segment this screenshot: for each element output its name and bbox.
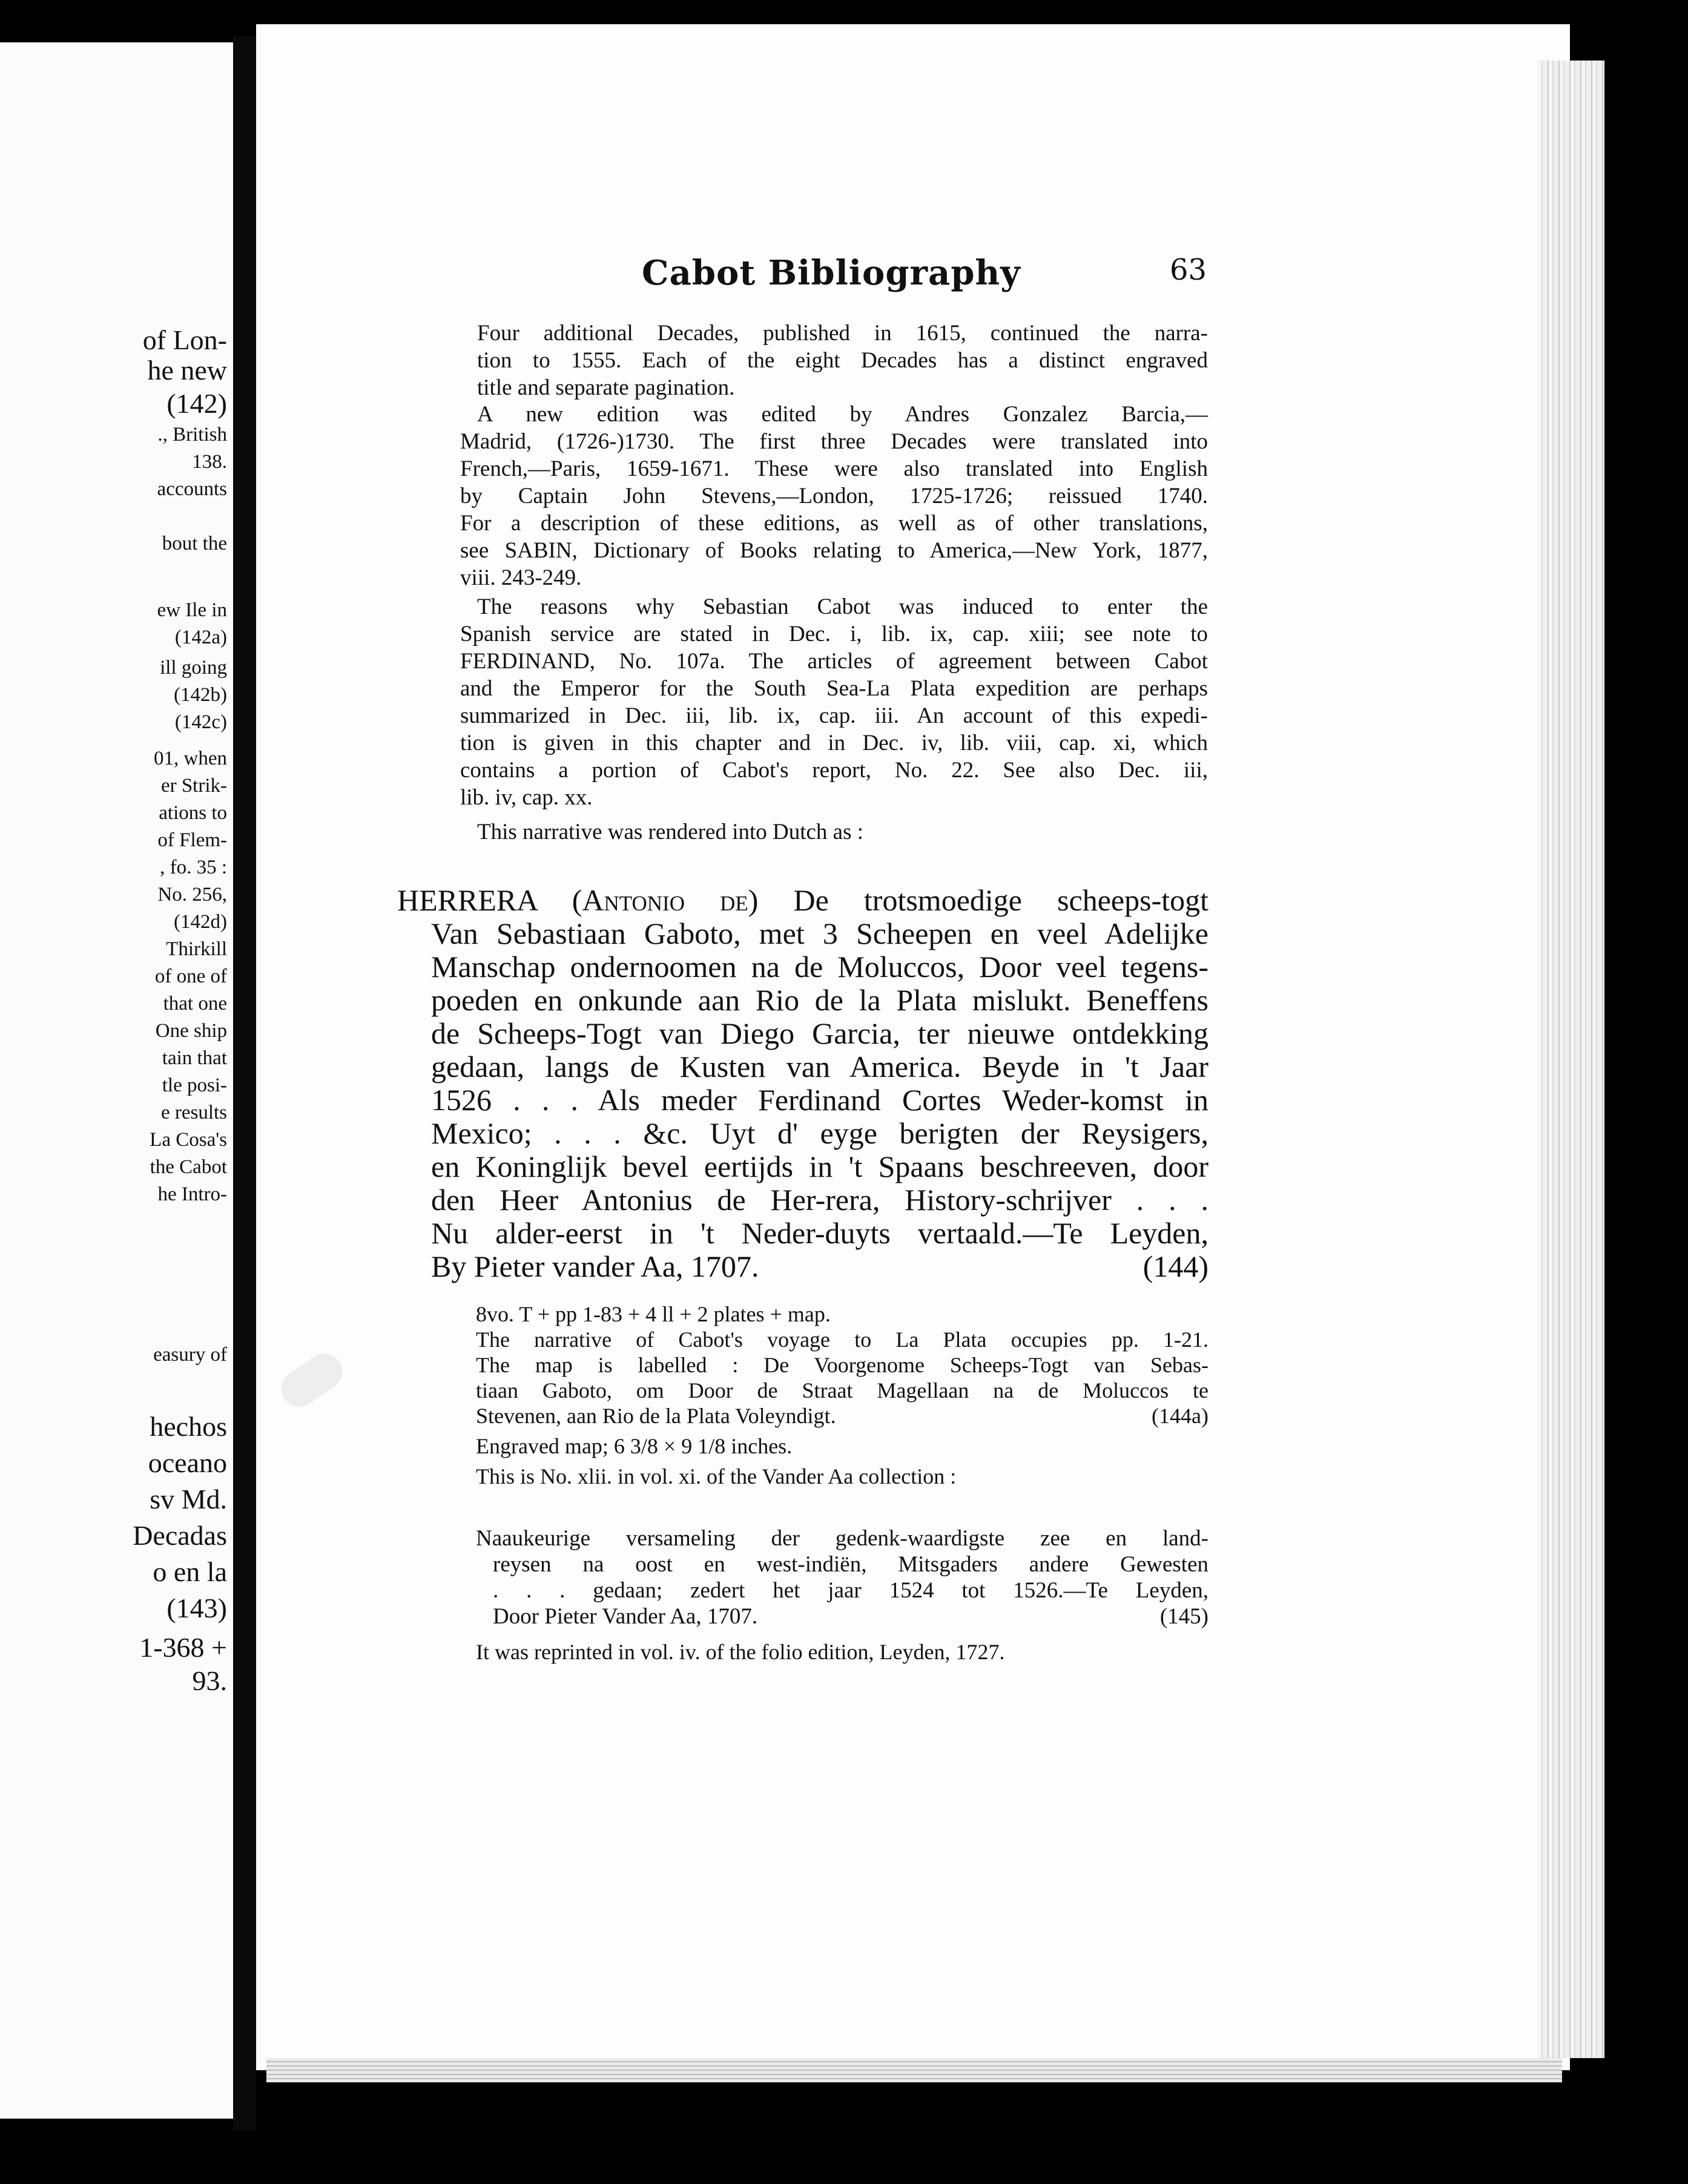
text-line: tion to 1555. Each of the eight Decades has a distinct engraved (477, 348, 1208, 373)
quote-line: . . . gedaan; zedert het jaar 1524 tot 1526.—Te Leyden, (493, 1578, 1208, 1603)
text-line: Madrid, (1726-)1730. The first three Decades were translated into (460, 429, 1208, 454)
entry-notes (476, 1301, 1208, 1489)
entry-imprint: By Pieter vander Aa, 1707. (431, 1249, 759, 1283)
left-page-fragment: sv Md. (150, 1484, 227, 1515)
entry-line: poeden en onkunde aan Rio de la Plata mislukt. Beneffens (431, 983, 1208, 1017)
reprint-note (476, 1639, 1208, 1665)
left-page-fragment: La Cosa's (150, 1129, 227, 1151)
left-page-fragment: 93. (192, 1665, 227, 1696)
text-line: The reasons why Sebastian Cabot was induced to enter the (477, 594, 1208, 619)
entry-line: Mexico; . . . &c. Uyt d' eyge berigten der Reysigers, (431, 1116, 1208, 1150)
note-line: The map is labelled : De Voorgenome Scheeps-Togt van Sebas- (476, 1353, 1208, 1377)
collection-line: This is No. xlii. in vol. xi. of the Vander Aa collection : (476, 1464, 957, 1488)
page-edges (1538, 61, 1604, 2058)
text-line: tion is given in this chapter and in Dec. iv, lib. viii, cap. xi, which (460, 731, 1208, 755)
left-page-fragment: ations to (159, 802, 227, 824)
text-line: French,—Paris, 1659-1671. These were also translated into English (460, 456, 1208, 481)
left-page-fragment: accounts (157, 478, 227, 500)
collation-line: 8vo. T + pp 1-83 + 4 ll + 2 plates + map. (476, 1302, 831, 1326)
left-page-fragment: that one (163, 993, 227, 1015)
entry-number: (144) (1142, 1249, 1208, 1283)
left-page-fragment: e results (160, 1102, 227, 1123)
note-text: Stevenen, aan Rio de la Plata Voleyndigt. (476, 1404, 836, 1428)
left-page-fragment: ill going (160, 657, 227, 679)
entry-line: Van Sebastiaan Gaboto, met 3 Scheepen en veel Adelijke (431, 916, 1208, 950)
left-page-fragment: (142) (166, 388, 227, 419)
left-page-fragment: of Lon- (142, 324, 227, 355)
note-line: tiaan Gaboto, om Door de Straat Magellaan na de Moluccos te (476, 1378, 1208, 1403)
map-entry-number: (144a) (1152, 1404, 1208, 1428)
entry-line: gedaan, langs de Kusten van America. Beyde in 't Jaar (431, 1050, 1208, 1084)
quote-last-line (476, 1603, 1208, 1630)
left-page-fragment: 138. (192, 451, 227, 473)
collection-entry-145 (476, 1525, 1208, 1630)
left-page-fragment: easury of (153, 1344, 227, 1366)
left-page-fragment: (142a) (174, 627, 227, 648)
entry-line: Nu alder-eerst in 't Neder-duyts vertaald.—Te Leyden, (431, 1216, 1208, 1250)
quote-imprint: Door Pieter Vander Aa, 1707. (493, 1604, 758, 1629)
left-page-fragment: bout the (162, 533, 227, 554)
left-page-fragment: No. 256, (157, 884, 227, 906)
entry-title-start: De trotsmoedige scheeps-togt (793, 883, 1208, 917)
page-number: 63 (1170, 253, 1207, 287)
left-page-fragment: 01, when (154, 748, 227, 769)
text-line: Four additional Decades, published in 1615, continued the narra- (477, 321, 1208, 346)
left-page-fragment: tain that (162, 1047, 227, 1069)
left-page-fragment: Thirkill (166, 938, 227, 960)
left-page-fragment: he Intro- (157, 1183, 227, 1205)
quote-line: Naaukeurige versameling der gedenk-waardigste zee en land- (476, 1526, 1208, 1551)
left-page-fragment: (143) (166, 1593, 227, 1623)
note-line: The narrative of Cabot's voyage to La Plata occupies pp. 1-21. (476, 1327, 1208, 1352)
left-page-fragment: hechos (150, 1411, 227, 1442)
text-line: For a description of these editions, as well as of other translations, (460, 511, 1208, 536)
entry-author: HERRERA (397, 883, 537, 917)
text-line: by Captain John Stevens,—London, 1725-1726; reissued 1740. (460, 484, 1208, 508)
text-line: FERDINAND, No. 107a. The articles of agreement between Cabot (460, 649, 1208, 674)
text-line: lib. iv, cap. xx. (460, 785, 593, 810)
note-line-last (476, 1403, 1208, 1429)
left-page-fragment: (142b) (174, 684, 227, 706)
entry-first-line (397, 884, 1208, 917)
left-page-fragment: ew Ile in (157, 599, 227, 621)
left-page-fragment: er Strik- (160, 775, 227, 797)
book-spine (233, 36, 256, 2131)
left-page-fragment: oceano (148, 1447, 227, 1478)
reprint-line: It was reprinted in vol. iv. of the folio edition, Leyden, 1727. (476, 1640, 1005, 1664)
left-page (0, 42, 233, 2119)
bibliography-entry-144 (397, 884, 1208, 1283)
text-line: title and separate pagination. (477, 375, 735, 400)
entry-author-given: (Antonio de) (572, 883, 759, 917)
text-line: viii. 243-249. (460, 565, 582, 590)
entry-line: 1526 . . . Als meder Ferdinand Cortes Weder-komst in (431, 1083, 1208, 1117)
entry-line: den Heer Antonius de Her-rera, History-schrijver . . . (431, 1183, 1208, 1217)
left-page-fragment: tle posi- (162, 1074, 227, 1096)
paragraph-dutch (460, 818, 1208, 846)
quote-line: reysen na oost en west-indiën, Mitsgaders andere Gewesten (493, 1552, 1208, 1577)
text-line: Spanish service are stated in Dec. i, lib. ix, cap. xiii; see note to (460, 622, 1208, 646)
paragraph-decades (460, 320, 1208, 401)
paragraph-reasons (460, 593, 1208, 811)
bottom-page-edges (266, 2058, 1562, 2082)
engraved-map-line: Engraved map; 6 3/8 × 9 1/8 inches. (476, 1434, 793, 1458)
entry-line: de Scheeps-Togt van Diego Garcia, ter nieuwe ontdekking (431, 1016, 1208, 1050)
left-page-fragment: of Flem- (157, 829, 227, 851)
text-line: see SABIN, Dictionary of Books relating to America,—New York, 1877, (460, 538, 1208, 563)
entry-last-line (397, 1250, 1208, 1283)
left-page-fragment: (142d) (174, 911, 227, 933)
entry-line: Manschap ondernoomen na de Moluccos, Door veel tegens- (431, 950, 1208, 984)
left-page-fragment: 1-368 + (139, 1632, 227, 1663)
collection-entry-number: (145) (1159, 1604, 1208, 1629)
left-page-fragment: of one of (154, 965, 227, 987)
text-line: summarized in Dec. iii, lib. ix, cap. iii. An account of this expedi- (460, 703, 1208, 728)
left-page-fragment: , fo. 35 : (160, 857, 227, 878)
running-head-title: Cabot Bibliography (642, 253, 1021, 293)
left-page-fragment: One ship (155, 1020, 227, 1042)
left-page-fragment: (142c) (174, 711, 227, 733)
left-page-fragment: ., British (157, 424, 227, 446)
left-page-fragment: Decadas (133, 1520, 227, 1551)
text-line: A new edition was edited by Andres Gonzalez Barcia,— (477, 402, 1208, 427)
entry-line: en Koninglijk bevel eertijds in 't Spaans beschreeven, door (431, 1150, 1208, 1183)
left-page-fragment: he new (147, 355, 227, 386)
left-page-fragment: o en la (153, 1556, 227, 1587)
text-line: This narrative was rendered into Dutch as : (477, 820, 864, 844)
paragraph-editions (460, 401, 1208, 591)
text-line: contains a portion of Cabot's report, No. 22. See also Dec. iii, (460, 758, 1208, 783)
text-line: and the Emperor for the South Sea-La Plata expedition are perhaps (460, 676, 1208, 701)
left-page-fragment: the Cabot (150, 1156, 227, 1178)
